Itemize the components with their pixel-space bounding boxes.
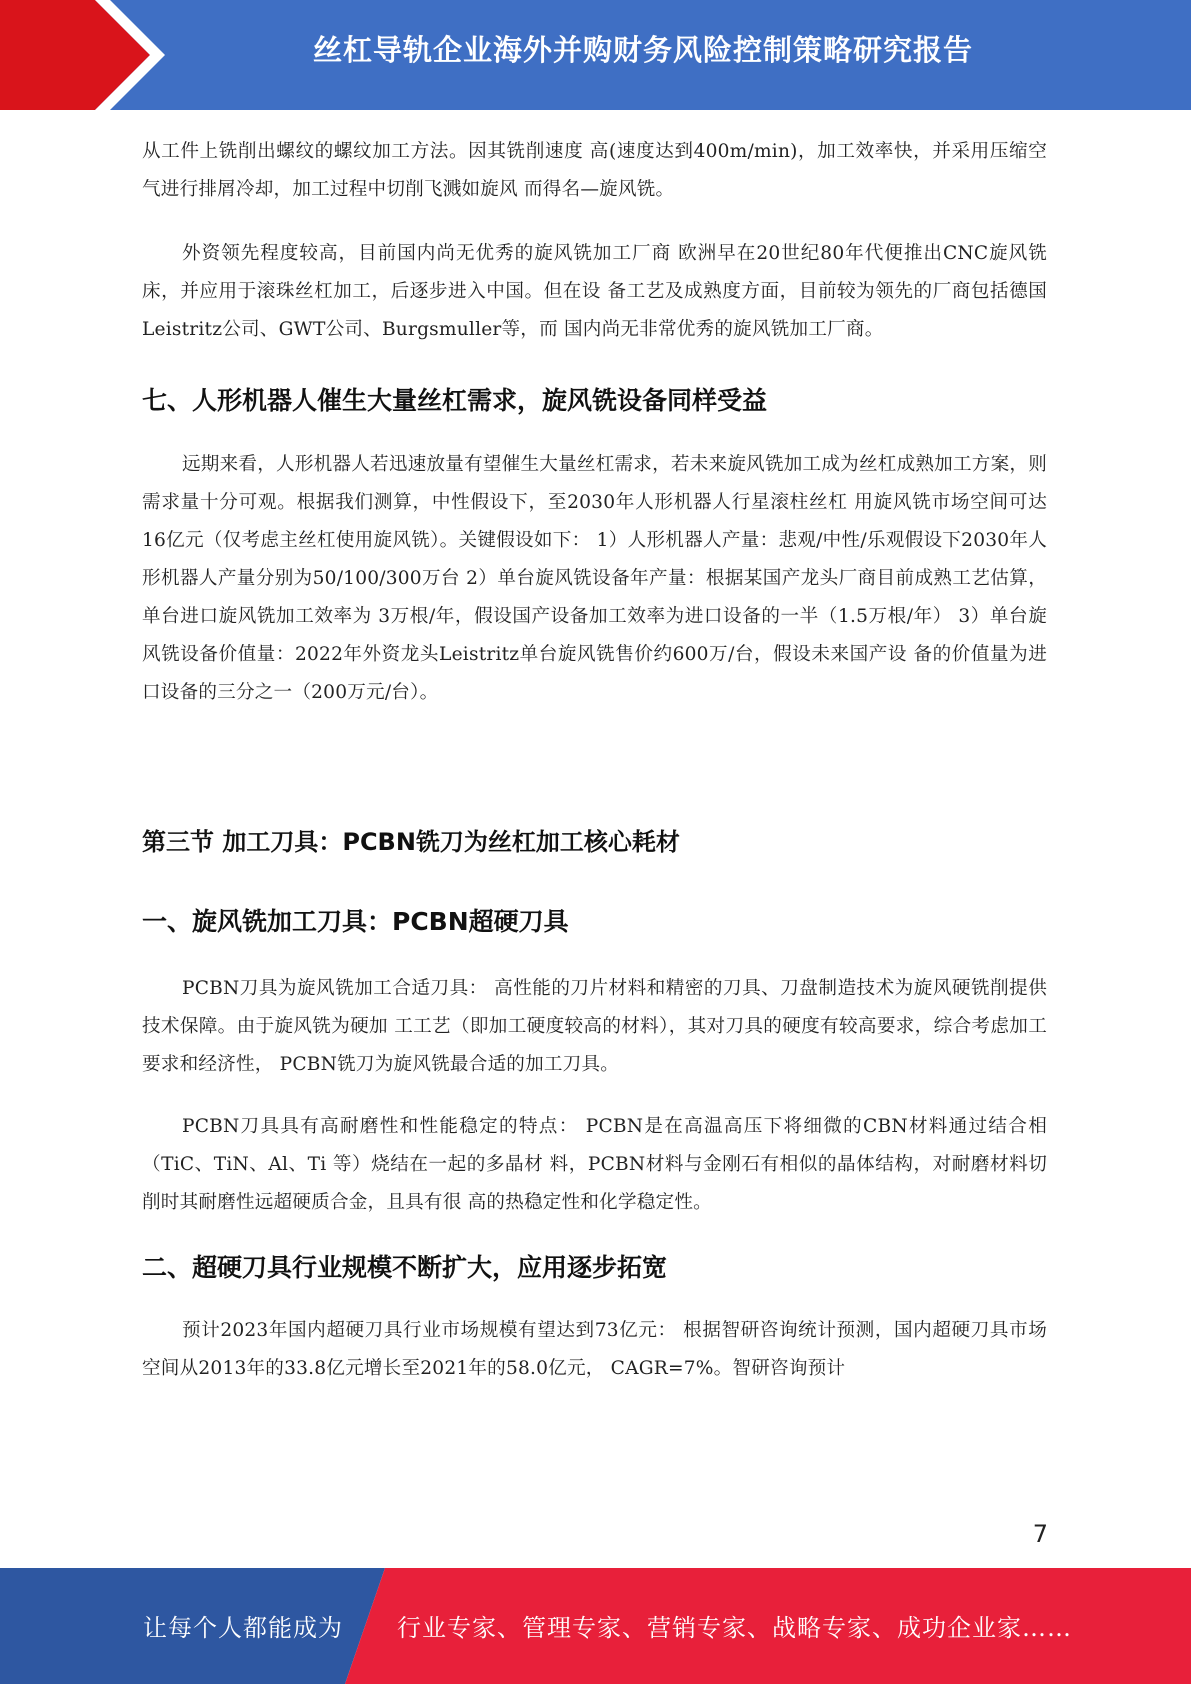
section-three-title: 第三节 加工刀具：PCBN铣刀为丝杠加工核心耗材	[142, 828, 680, 856]
paragraph-pcbn-wear-resistance: PCBN刀具具有高耐磨性和性能稳定的特点： PCBN是在高温高压下将细微的CBN材料通过结合相（TiC、TiN、Al、Ti 等）烧结在一起的多晶材 料，PCBN材料与金刚石有相似的晶体结构，对耐磨材料切削时其耐磨性远超硬质合金，且具有很 高的热稳定性和化学稳定性。	[142, 1116, 1047, 1213]
footer-slogan-right: 行业专家、管理专家、营销专家、战略专家、成功企业家……	[397, 1614, 1072, 1642]
paragraph-pcbn-tool-suitable: PCBN刀具为旋风铣加工合适刀具： 高性能的刀片材料和精密的刀具、刀盘制造技术为旋风硬铣削提供技术保障。由于旋风铣为硬加 工工艺（即加工硬度较高的材料），其对刀具的硬度有较高要求，综合考虑加工要求和经济性， PCBN铣刀为旋风铣最合适的加工刀具。	[142, 978, 1047, 1075]
page-footer	[0, 1568, 1191, 1684]
heading-two: 二、超硬刀具行业规模不断扩大，应用逐步拓宽	[142, 1253, 668, 1282]
footer-slogan-left: 让每个人都能成为	[143, 1614, 343, 1642]
paragraph-humanoid-robot-demand: 远期来看，人形机器人若迅速放量有望催生大量丝杠需求，若未来旋风铣加工成为丝杠成熟加工方案，则需求量十分可观。根据我们测算，中性假设下，至2030年人形机器人行星滚柱丝杠 用旋风铣市场空间可达16亿元（仅考虑主丝杠使用旋风铣）。关键假设如下： 1）人形机器人产量：悲观/中性/乐观假设下2030年人形机器人产量分别为50/100/300万台 2）单台旋风铣设备年产量：根据某国产龙头厂商目前成熟工艺估算，单台进口旋风铣加工效率为 3万根/年，假设国产设备加工效率为进口设备的一半（1.5万根/年） 3）单台旋风铣设备价值量：2022年外资龙头Leistritz单台旋风铣售价约600万/台，假设未来国产设 备的价值量为进口设备的三分之一（200万元/台）。	[142, 454, 1047, 703]
report-title: 丝杠导轨企业海外并购财务风险控制策略研究报告	[312, 33, 973, 67]
document-body	[142, 133, 1047, 1388]
page-header	[0, 0, 1191, 110]
heading-one: 一、旋风铣加工刀具：PCBN超硬刀具	[142, 907, 569, 936]
page-number: 7	[1032, 1520, 1048, 1548]
paragraph-whirlwind-milling-definition: 从工件上铣削出螺纹的螺纹加工方法。因其铣削速度 高(速度达到400m/min)，加工效率快，并采用压缩空气进行排屑冷却，加工过程中切削飞溅如旋风 而得名—旋风铣。	[142, 141, 1047, 200]
paragraph-superhard-tool-market: 预计2023年国内超硬刀具行业市场规模有望达到73亿元： 根据智研咨询统计预测，国内超硬刀具市场空间从2013年的33.8亿元增长至2021年的58.0亿元， CAGR=7%。智研咨询预计	[142, 1320, 1047, 1379]
heading-seven: 七、人形机器人催生大量丝杠需求，旋风铣设备同样受益	[142, 386, 768, 415]
paragraph-foreign-lead: 外资领先程度较高，目前国内尚无优秀的旋风铣加工厂商 欧洲早在20世纪80年代便推出CNC旋风铣床，并应用于滚珠丝杠加工，后逐步进入中国。但在设 备工艺及成熟度方面，目前较为领先的厂商包括德国Leistritz公司、GWT公司、Burgsmuller等，而 国内尚无非常优秀的旋风铣加工厂商。	[142, 243, 1047, 340]
